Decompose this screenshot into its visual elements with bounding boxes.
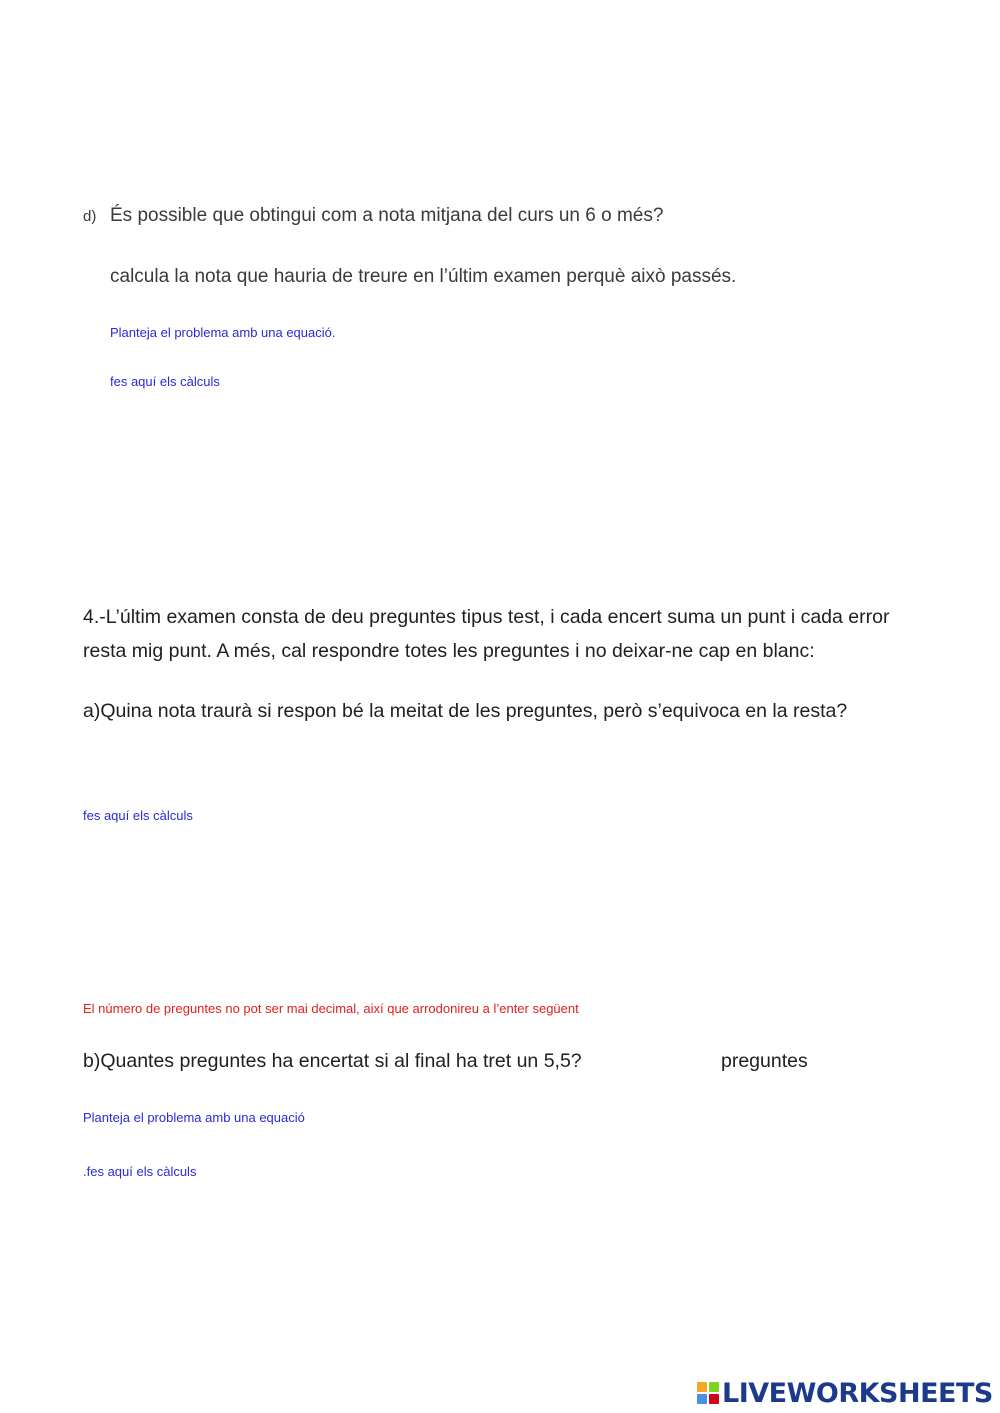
question-d-text: És possible que obtingui com a nota mitjana del curs un 6 o més? — [110, 205, 664, 226]
question-4b-text: b)Quantes preguntes ha encertat si al final ha tret un 5,5? — [83, 1050, 582, 1072]
question-4-intro-line2: resta mig punt. A més, cal respondre totes les preguntes i no deixar-ne cap en blanc: — [83, 640, 815, 662]
logo-badge-cell — [709, 1382, 719, 1392]
question-4-intro-line1: 4.-L’últim examen consta de deu preguntes tipus test, i cada encert suma un punt i cada error — [83, 606, 890, 628]
logo-badge-cell — [709, 1394, 719, 1404]
question-4b-equation-area[interactable] — [83, 1130, 913, 1160]
question-4a-calc-area[interactable] — [83, 830, 913, 990]
question-4b-calc-area[interactable] — [83, 1186, 913, 1356]
question-4a-answer-area[interactable] — [83, 740, 913, 800]
question-d-hint-calc: fes aquí els càlculs — [110, 374, 220, 389]
rounding-note: El número de preguntes no pot ser mai decimal, així que arrodonireu a l’enter següent — [83, 1001, 579, 1016]
question-d-equation-area[interactable] — [110, 345, 910, 373]
question-4a-hint-calc: fes aquí els càlculs — [83, 808, 193, 823]
logo-badge-cell — [697, 1394, 707, 1404]
question-d-calc-area[interactable] — [110, 395, 910, 575]
liveworksheets-logo — [697, 1376, 993, 1410]
logo-badge-icon — [697, 1382, 719, 1404]
question-4b-hint-equation: Planteja el problema amb una equació — [83, 1110, 305, 1125]
question-4b-answer-input[interactable] — [610, 1046, 710, 1076]
question-4a-text: a)Quina nota traurà si respon bé la meitat de les preguntes, però s’equivoca en la resta? — [83, 700, 848, 722]
logo-badge-cell — [697, 1382, 707, 1392]
question-4b-unit: preguntes — [721, 1050, 808, 1072]
question-d-instruction: calcula la nota que hauria de treure en l’últim examen perquè això passés. — [110, 266, 737, 287]
question-4b-hint-calc: .fes aquí els càlculs — [83, 1164, 197, 1179]
question-d-hint-equation: Planteja el problema amb una equació. — [110, 325, 336, 340]
logo-text: LIVEWORKSHEETS — [722, 1377, 993, 1409]
question-d-label: d) — [83, 208, 97, 225]
